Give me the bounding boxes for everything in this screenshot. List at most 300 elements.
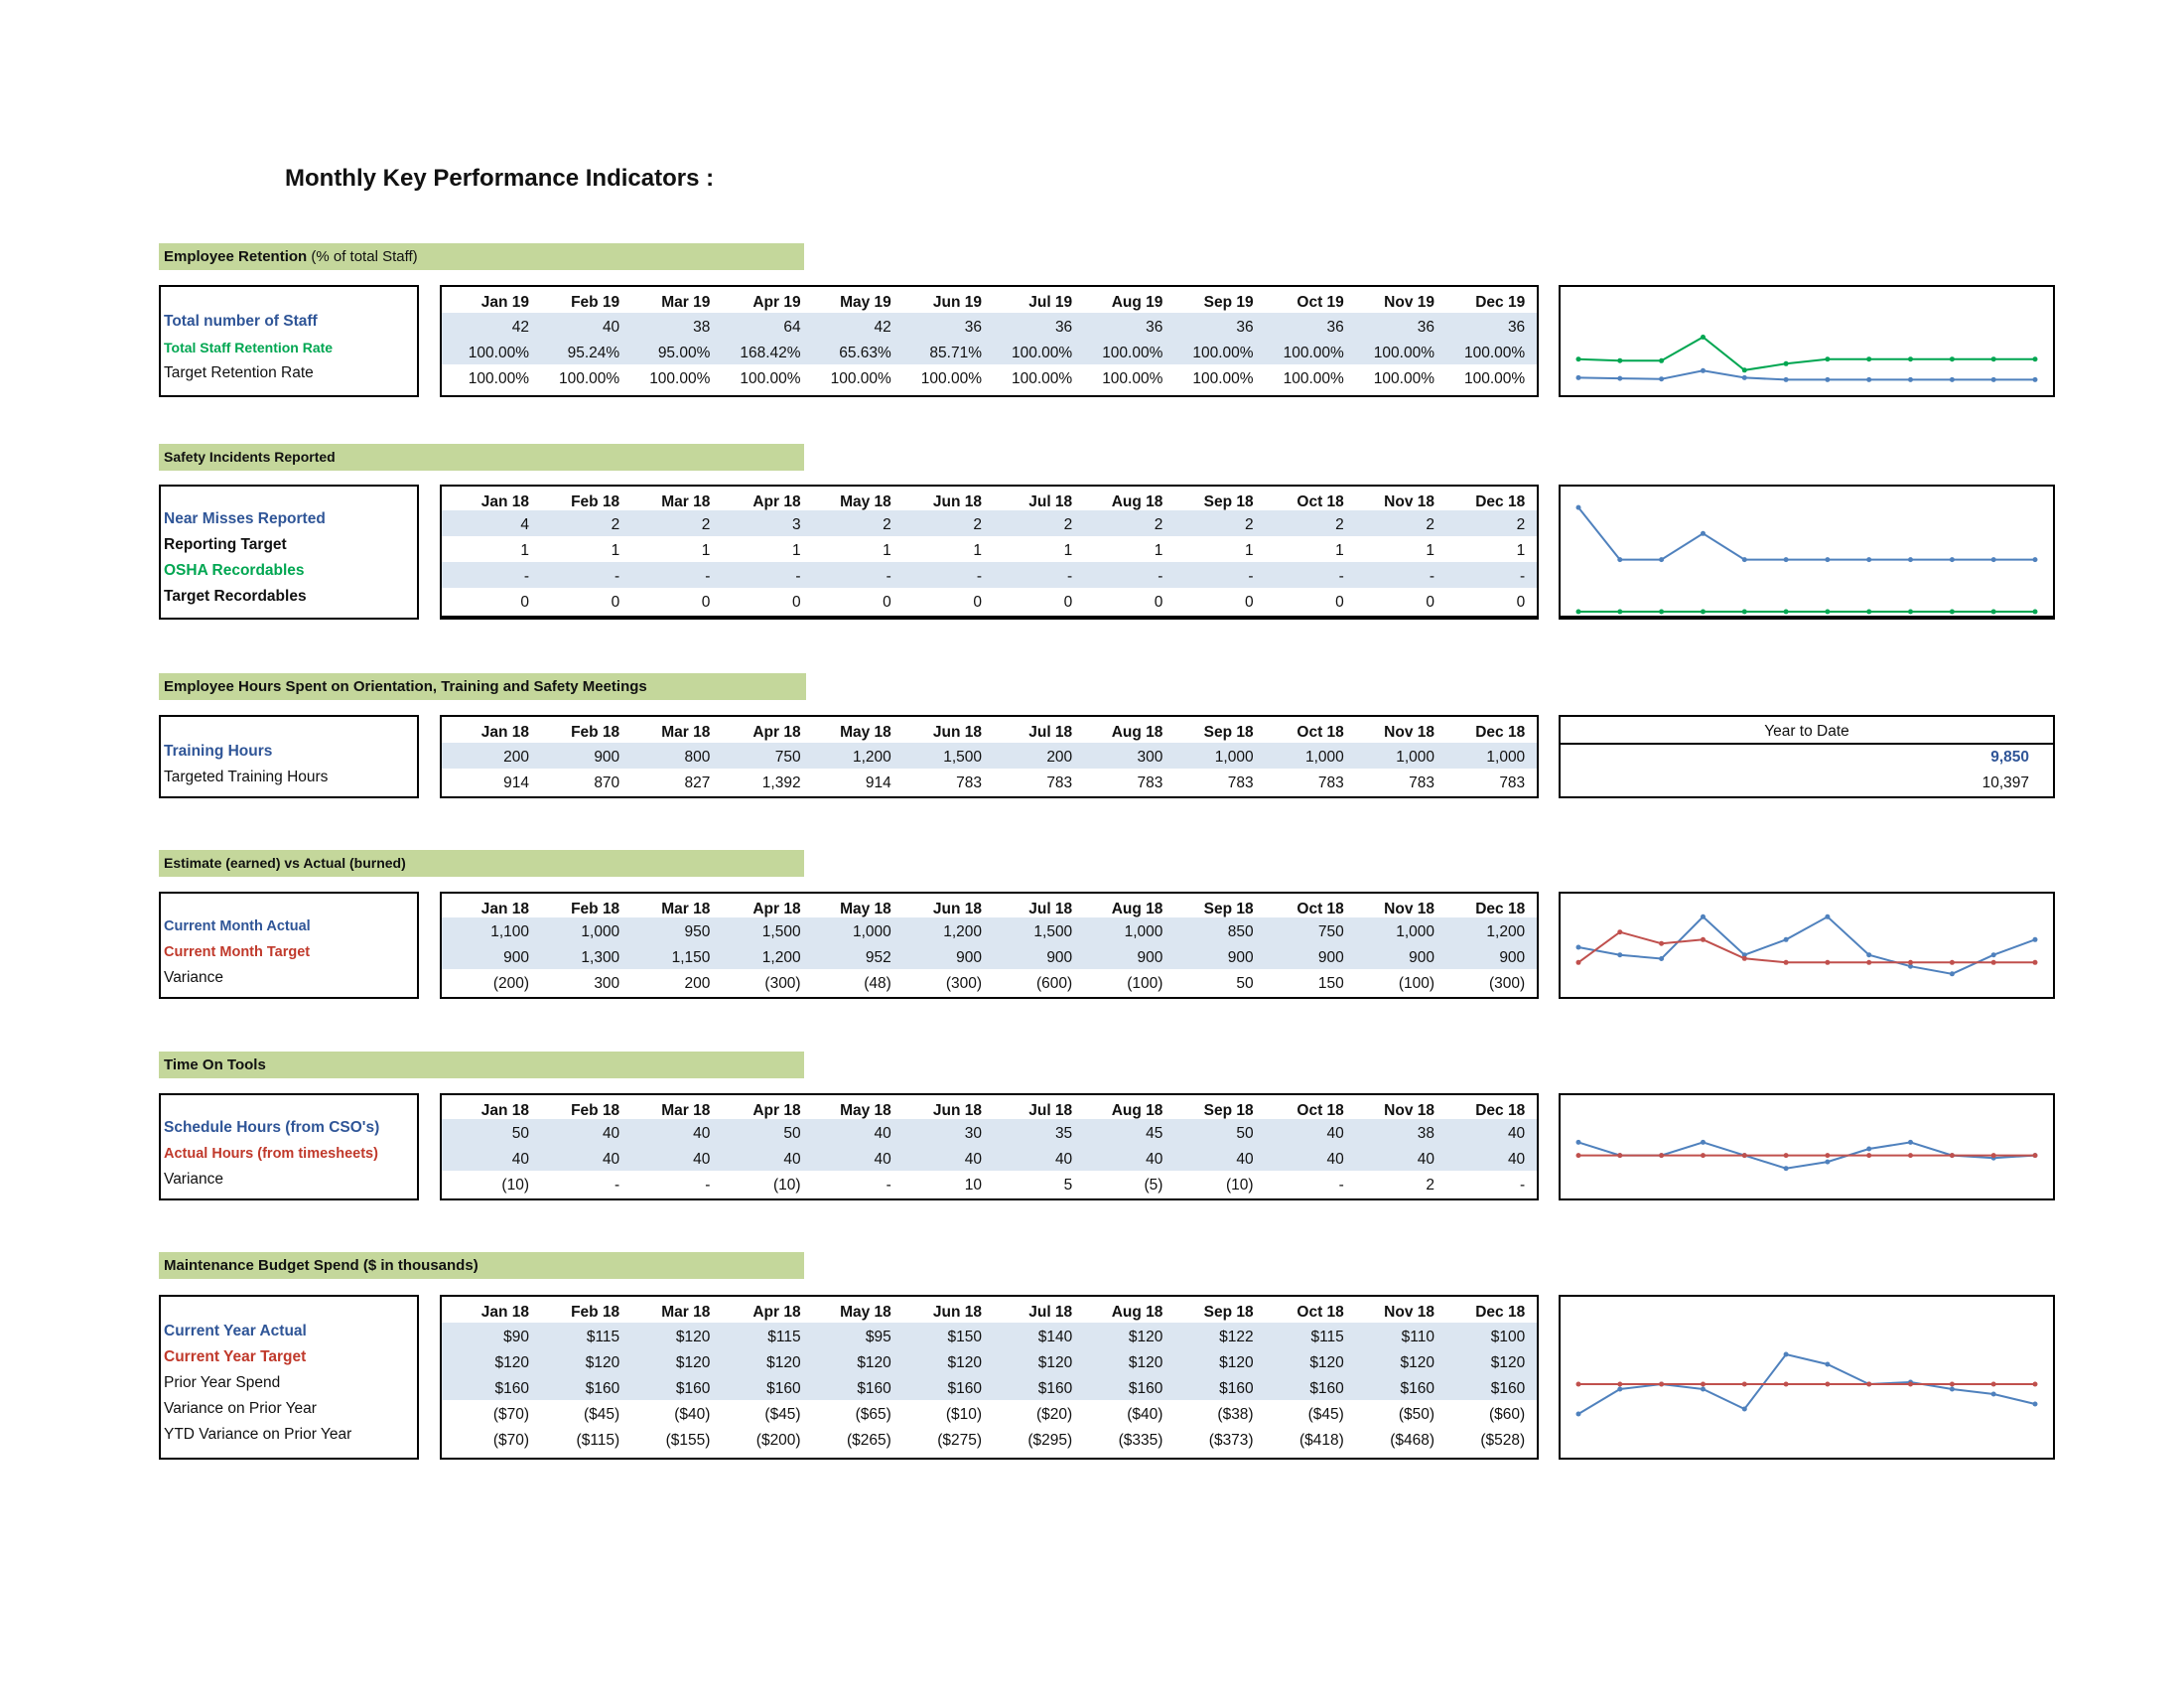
data-point <box>1784 557 1789 562</box>
month-header: May 19 <box>840 294 891 311</box>
table-cell: 0 <box>611 594 620 611</box>
data-point <box>1908 557 1913 562</box>
data-point <box>1701 368 1706 373</box>
table-cell: 783 <box>1227 774 1254 791</box>
table-cell: 40 <box>874 1151 891 1168</box>
data-point <box>1825 1160 1830 1165</box>
month-header: Jun 19 <box>932 294 982 311</box>
month-header: Feb 18 <box>571 901 620 917</box>
table-cell: $160 <box>1128 1380 1163 1397</box>
table-cell: 1 <box>611 542 620 559</box>
month-header: Mar 18 <box>661 724 711 741</box>
data-point <box>1991 377 1996 382</box>
data-point <box>1825 914 1830 919</box>
line-chart <box>1559 892 2055 999</box>
table-cell: $160 <box>1309 1380 1344 1397</box>
month-header: Apr 18 <box>752 493 801 510</box>
chart-svg <box>1561 1297 2053 1458</box>
month-header: Jan 18 <box>480 493 529 510</box>
chart-svg <box>1561 487 2053 616</box>
data-point <box>1908 377 1913 382</box>
month-header: Jul 19 <box>1028 294 1073 311</box>
data-point <box>1617 1153 1622 1158</box>
table-cell: ($45) <box>1307 1406 1344 1423</box>
table-cell: (100) <box>1398 975 1434 992</box>
data-point <box>1950 971 1955 976</box>
table-cell: $90 <box>503 1329 529 1345</box>
table-cell: 914 <box>503 774 529 791</box>
month-header: Aug 18 <box>1111 901 1163 917</box>
table-row <box>442 1348 1537 1374</box>
row-labels <box>159 892 419 999</box>
table-cell: 100.00% <box>1283 370 1344 387</box>
table-cell: 1,000 <box>853 923 891 940</box>
month-header: May 18 <box>840 493 891 510</box>
data-point <box>1659 1382 1664 1387</box>
data-point <box>1576 1382 1581 1387</box>
month-header: May 18 <box>840 1304 891 1321</box>
table-cell: 2 <box>1154 516 1163 533</box>
row-label: Reporting Target <box>164 536 287 553</box>
table-cell: $100 <box>1490 1329 1526 1345</box>
data-point <box>1784 1352 1789 1357</box>
data-point <box>1576 356 1581 361</box>
table-cell: 900 <box>594 749 620 766</box>
table-cell: ($115) <box>576 1432 620 1449</box>
page-title: Monthly Key Performance Indicators : <box>285 165 715 192</box>
table-cell: 1,000 <box>1396 749 1434 766</box>
section-safety-incidents <box>159 444 2059 623</box>
table-cell: $120 <box>1309 1354 1344 1371</box>
table-cell: - <box>523 568 529 585</box>
table-cell: $115 <box>1310 1329 1344 1345</box>
data-point <box>1866 1153 1871 1158</box>
table-row <box>442 1323 1537 1348</box>
data-table <box>440 285 1539 397</box>
table-cell: - <box>976 568 982 585</box>
table-cell: 100.00% <box>649 370 711 387</box>
table-cell: 750 <box>1317 923 1344 940</box>
table-cell: 1,000 <box>1214 749 1254 766</box>
table-cell: 64 <box>783 319 801 336</box>
data-point <box>1866 356 1871 361</box>
month-header: Apr 18 <box>752 1102 801 1119</box>
table-cell: $160 <box>585 1380 620 1397</box>
table-cell: $115 <box>586 1329 620 1345</box>
row-labels <box>159 285 419 397</box>
month-header: Apr 19 <box>752 294 801 311</box>
month-header: Oct 18 <box>1297 1304 1344 1321</box>
data-point <box>1617 358 1622 363</box>
month-header: Aug 18 <box>1111 493 1163 510</box>
table-cell: 300 <box>1137 749 1163 766</box>
month-header: May 18 <box>840 901 891 917</box>
table-cell: $160 <box>766 1380 801 1397</box>
month-header: Jan 18 <box>480 901 529 917</box>
table-cell: 783 <box>1046 774 1073 791</box>
data-point <box>1576 945 1581 950</box>
table-cell: 2 <box>1244 516 1254 533</box>
data-point <box>1825 1382 1830 1387</box>
month-header: Mar 18 <box>661 901 711 917</box>
row-label: Current Year Actual <box>164 1323 307 1339</box>
section-title: Employee Retention (% of total Staff) <box>159 243 804 270</box>
table-cell: 1,000 <box>1396 923 1434 940</box>
table-cell: $120 <box>675 1354 711 1371</box>
data-point <box>1701 1153 1706 1158</box>
data-point <box>1866 1147 1871 1152</box>
row-label: Training Hours <box>164 743 273 760</box>
section-estimate-vs-actual <box>159 850 2059 999</box>
table-cell: ($265) <box>846 1432 891 1449</box>
section-title: Maintenance Budget Spend ($ in thousands) <box>159 1252 804 1279</box>
row-label: Total Staff Retention Rate <box>164 340 334 355</box>
table-cell: $160 <box>857 1380 891 1397</box>
table-row <box>442 588 1537 614</box>
table-cell: (200) <box>492 975 529 992</box>
table-cell: 1,500 <box>1033 923 1073 940</box>
month-header: Jan 18 <box>480 1304 529 1321</box>
table-cell: ($418) <box>1298 1432 1344 1449</box>
row-label: Targeted Training Hours <box>164 769 329 785</box>
table-cell: 1,500 <box>943 749 982 766</box>
table-cell: (300) <box>764 975 801 992</box>
table-cell: 38 <box>1417 1125 1434 1142</box>
data-point <box>1659 557 1664 562</box>
table-cell: 38 <box>693 319 711 336</box>
data-point <box>1659 376 1664 381</box>
table-cell: 2 <box>1335 516 1344 533</box>
month-header: Apr 18 <box>752 901 801 917</box>
table-cell: ($50) <box>1398 1406 1434 1423</box>
data-point <box>1866 1382 1871 1387</box>
table-cell: ($60) <box>1489 1406 1526 1423</box>
table-cell: - <box>614 1177 620 1194</box>
table-cell: 40 <box>602 1125 620 1142</box>
data-point <box>1908 1153 1913 1158</box>
data-point <box>1825 377 1830 382</box>
line-chart <box>1559 485 2055 620</box>
row-label: Variance <box>164 1171 224 1188</box>
table-cell: 168.42% <box>740 345 801 361</box>
data-point <box>1950 610 1955 615</box>
data-point <box>1866 377 1871 382</box>
section-time-on-tools <box>159 1052 2059 1200</box>
table-cell: - <box>1520 1177 1526 1194</box>
data-point <box>1866 610 1871 615</box>
table-cell: 40 <box>602 319 620 336</box>
table-cell: $120 <box>1128 1329 1163 1345</box>
table-cell: 1 <box>1244 542 1254 559</box>
data-point <box>1908 1382 1913 1387</box>
table-cell: 2 <box>701 516 711 533</box>
month-header: Jun 18 <box>932 1304 982 1321</box>
table-cell: ($45) <box>584 1406 620 1423</box>
table-cell: 100.00% <box>558 370 620 387</box>
month-header: Jul 18 <box>1028 901 1073 917</box>
table-cell: 100.00% <box>1102 345 1163 361</box>
table-row <box>442 769 1537 794</box>
table-cell: 50 <box>511 1125 529 1142</box>
table-cell: - <box>886 1177 891 1194</box>
month-header: Oct 18 <box>1297 901 1344 917</box>
ytd-actual: 9,850 <box>1990 749 2029 766</box>
table-cell: 900 <box>1499 949 1526 966</box>
table-cell: 40 <box>964 1151 982 1168</box>
section-employee-retention <box>159 243 2059 400</box>
table-cell: 800 <box>684 749 711 766</box>
table-cell: 40 <box>1417 1151 1434 1168</box>
table-row <box>442 536 1537 562</box>
month-header: Nov 18 <box>1384 901 1434 917</box>
data-point <box>1659 610 1664 615</box>
data-point <box>1991 610 1996 615</box>
data-point <box>1617 610 1622 615</box>
data-point <box>1991 1153 1996 1158</box>
table-cell: ($65) <box>855 1406 891 1423</box>
row-label: Variance <box>164 969 224 986</box>
table-cell: 36 <box>1236 319 1254 336</box>
table-cell: $120 <box>675 1329 711 1345</box>
chart-svg <box>1561 894 2053 997</box>
table-row <box>442 562 1537 588</box>
table-cell: 200 <box>684 975 711 992</box>
table-cell: 0 <box>973 594 982 611</box>
table-cell: 0 <box>701 594 711 611</box>
data-point <box>1866 952 1871 957</box>
month-header: Nov 18 <box>1384 493 1434 510</box>
data-point <box>2033 960 2038 965</box>
table-cell: 0 <box>791 594 801 611</box>
data-point <box>1742 367 1747 372</box>
table-cell: 2 <box>1426 516 1434 533</box>
table-cell: 100.00% <box>1011 370 1073 387</box>
table-cell: 30 <box>964 1125 982 1142</box>
table-cell: ($70) <box>492 1406 529 1423</box>
month-header: Jan 19 <box>480 294 529 311</box>
month-header: Mar 18 <box>661 493 711 510</box>
table-cell: 100.00% <box>1463 345 1526 361</box>
table-cell: - <box>614 568 620 585</box>
table-cell: - <box>1520 568 1526 585</box>
table-cell: 1 <box>973 542 982 559</box>
data-point <box>1576 375 1581 380</box>
data-point <box>1659 956 1664 961</box>
table-cell: 36 <box>964 319 982 336</box>
table-row <box>442 339 1537 364</box>
table-cell: 100.00% <box>1463 370 1526 387</box>
data-point <box>1701 610 1706 615</box>
data-point <box>1784 960 1789 965</box>
table-cell: - <box>1429 568 1434 585</box>
table-cell: 0 <box>883 594 891 611</box>
table-cell: $160 <box>1219 1380 1254 1397</box>
month-header: Apr 18 <box>752 1304 801 1321</box>
table-cell: (300) <box>945 975 982 992</box>
table-cell: 900 <box>1317 949 1344 966</box>
table-cell: 36 <box>1054 319 1073 336</box>
month-header: Jul 18 <box>1028 493 1073 510</box>
table-row <box>442 743 1537 769</box>
month-header: Jul 18 <box>1028 1102 1073 1119</box>
month-header: Oct 19 <box>1297 294 1344 311</box>
month-header: Feb 18 <box>571 724 620 741</box>
row-label: Current Month Target <box>164 944 311 960</box>
table-cell: 200 <box>503 749 529 766</box>
table-cell: 100.00% <box>1283 345 1344 361</box>
data-point <box>1742 1382 1747 1387</box>
table-cell: - <box>705 568 711 585</box>
month-header: Nov 18 <box>1384 1304 1434 1321</box>
table-cell: $120 <box>1219 1354 1254 1371</box>
table-cell: 900 <box>1227 949 1254 966</box>
table-cell: 1,200 <box>943 923 982 940</box>
month-header: Mar 19 <box>661 294 711 311</box>
line-chart <box>1559 1093 2055 1200</box>
table-cell: 100.00% <box>1373 345 1434 361</box>
data-point <box>1701 531 1706 536</box>
month-header: Jun 18 <box>932 901 982 917</box>
table-cell: 40 <box>1146 1151 1163 1168</box>
table-cell: 1,000 <box>1486 749 1526 766</box>
data-point <box>1701 1140 1706 1145</box>
table-cell: 150 <box>1317 975 1344 992</box>
data-point <box>2033 1382 2038 1387</box>
series-line <box>1578 507 2035 559</box>
table-cell: 100.00% <box>468 370 529 387</box>
table-cell: 900 <box>956 949 982 966</box>
table-cell: $120 <box>585 1354 620 1371</box>
table-cell: 1 <box>1516 542 1526 559</box>
data-point <box>1742 375 1747 380</box>
row-label: Variance on Prior Year <box>164 1400 317 1417</box>
table-cell: 200 <box>1046 749 1073 766</box>
table-cell: 40 <box>693 1125 711 1142</box>
month-header: Aug 18 <box>1111 724 1163 741</box>
row-labels <box>159 1093 419 1200</box>
table-cell: (10) <box>773 1177 801 1194</box>
table-cell: 900 <box>1046 949 1073 966</box>
table-cell: 36 <box>1507 319 1526 336</box>
month-header: Nov 18 <box>1384 1102 1434 1119</box>
data-point <box>1784 937 1789 942</box>
table-cell: 40 <box>783 1151 801 1168</box>
table-cell: 40 <box>1507 1125 1526 1142</box>
table-cell: 5 <box>1063 1177 1073 1194</box>
data-point <box>1991 960 1996 965</box>
data-point <box>1576 610 1581 615</box>
month-header: Oct 18 <box>1297 724 1344 741</box>
table-cell: $122 <box>1219 1329 1254 1345</box>
data-point <box>1991 952 1996 957</box>
table-cell: 0 <box>1063 594 1073 611</box>
table-cell: (10) <box>501 1177 529 1194</box>
data-point <box>1950 557 1955 562</box>
table-cell: $140 <box>1037 1329 1073 1345</box>
month-header: Feb 18 <box>571 493 620 510</box>
table-cell: 0 <box>1516 594 1526 611</box>
table-cell: ($155) <box>665 1432 711 1449</box>
data-point <box>1576 960 1581 965</box>
table-cell: (5) <box>1144 1177 1163 1194</box>
table-cell: 42 <box>511 319 529 336</box>
table-cell: 45 <box>1146 1125 1163 1142</box>
data-point <box>1950 356 1955 361</box>
table-row <box>442 943 1537 969</box>
table-cell: 40 <box>874 1125 891 1142</box>
series-line <box>1578 916 2035 974</box>
series-line <box>1578 338 2035 370</box>
table-cell: 50 <box>1236 1125 1254 1142</box>
data-point <box>1950 1387 1955 1392</box>
data-point <box>1825 1362 1830 1367</box>
month-header: Aug 18 <box>1111 1102 1163 1119</box>
data-point <box>1866 960 1871 965</box>
data-point <box>1950 1153 1955 1158</box>
table-cell: $120 <box>766 1354 801 1371</box>
data-point <box>1576 505 1581 510</box>
table-cell: $160 <box>947 1380 982 1397</box>
table-cell: 100.00% <box>740 370 801 387</box>
data-point <box>1659 1153 1664 1158</box>
data-point <box>1991 557 1996 562</box>
month-header: Oct 18 <box>1297 1102 1344 1119</box>
table-cell: 1 <box>1426 542 1434 559</box>
table-cell: ($40) <box>1127 1406 1163 1423</box>
table-cell: $110 <box>1401 1329 1434 1345</box>
table-cell: - <box>1338 568 1344 585</box>
data-point <box>1825 610 1830 615</box>
data-point <box>1742 610 1747 615</box>
data-point <box>1908 356 1913 361</box>
data-point <box>1659 358 1664 363</box>
table-cell: $120 <box>947 1354 982 1371</box>
data-point <box>1701 1382 1706 1387</box>
table-cell: ($200) <box>755 1432 801 1449</box>
data-table <box>440 1295 1539 1460</box>
data-point <box>1825 356 1830 361</box>
table-cell: - <box>1338 1177 1344 1194</box>
data-point <box>2033 377 2038 382</box>
month-header: May 18 <box>840 1102 891 1119</box>
table-cell: (10) <box>1226 1177 1254 1194</box>
table-cell: 1,300 <box>581 949 620 966</box>
month-header: Sep 18 <box>1203 493 1254 510</box>
data-point <box>1576 1140 1581 1145</box>
table-cell: 914 <box>865 774 891 791</box>
table-cell: 900 <box>503 949 529 966</box>
month-header: Nov 19 <box>1384 294 1434 311</box>
table-cell: 40 <box>511 1151 529 1168</box>
data-point <box>1701 1387 1706 1392</box>
table-cell: 100.00% <box>830 370 891 387</box>
data-point <box>1784 1166 1789 1171</box>
section-title: Safety Incidents Reported <box>159 444 804 471</box>
section-maintenance-budget <box>159 1252 2059 1461</box>
data-point <box>1576 1153 1581 1158</box>
data-point <box>1784 361 1789 366</box>
table-cell: 1 <box>520 542 529 559</box>
table-cell: 50 <box>1236 975 1254 992</box>
month-header: Sep 18 <box>1203 1304 1254 1321</box>
table-cell: (100) <box>1127 975 1163 992</box>
row-label: Near Misses Reported <box>164 510 326 527</box>
table-cell: 40 <box>1236 1151 1254 1168</box>
table-cell: ($40) <box>674 1406 711 1423</box>
table-cell: $120 <box>1400 1354 1434 1371</box>
line-chart <box>1559 1295 2055 1460</box>
row-labels <box>159 485 419 620</box>
